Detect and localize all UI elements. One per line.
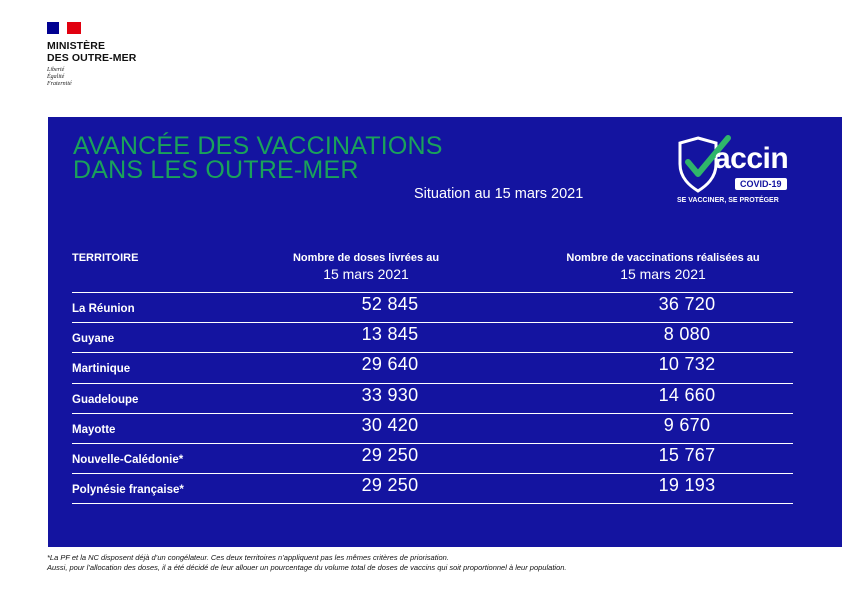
header-territory: TERRITOIRE xyxy=(72,252,139,264)
doses-value: 29 250 xyxy=(361,445,419,465)
doses-value: 30 420 xyxy=(361,415,419,435)
header-vaccinations-line2: 15 mars 2021 xyxy=(620,266,706,282)
vaccinations-value: 36 720 xyxy=(658,294,716,314)
territory-name: Polynésie française* xyxy=(72,484,184,496)
motto-line: Liberté xyxy=(47,67,65,73)
vaccinations-value: 9 670 xyxy=(663,415,711,435)
vaccination-panel xyxy=(48,117,842,547)
doses-value: 29 640 xyxy=(361,354,419,374)
table-row xyxy=(72,352,793,382)
vaccinations-value: 14 660 xyxy=(658,385,716,405)
motto-line: Fraternité xyxy=(47,81,72,87)
badge-covid-label: COVID-19 xyxy=(735,178,787,190)
territory-name: Guyane xyxy=(72,333,115,345)
ministry-name-line2: DES OUTRE-MER xyxy=(47,52,137,64)
table-row xyxy=(72,322,793,352)
header-doses-line1: Nombre de doses livrées au xyxy=(292,252,440,264)
panel-title xyxy=(73,134,443,182)
badge-tagline: SE VACCINER, SE PROTÉGER xyxy=(677,197,779,204)
table-bottom-divider xyxy=(72,503,793,504)
territory-name: Nouvelle-Calédonie* xyxy=(72,454,184,466)
footnote-line2: Aussi, pour l’allocation des doses, il a été décidé de leur allouer un pourcentage du volume total de doses de vaccins qui soit proportionnel à leur population. xyxy=(47,563,567,572)
header-vaccinations-line1: Nombre de vaccinations réalisées au xyxy=(566,252,760,264)
table-row xyxy=(72,443,793,473)
ministry-logo xyxy=(47,22,136,88)
ministry-name-line1: MINISTÈRE xyxy=(47,40,106,52)
territory-name: Guadeloupe xyxy=(72,394,139,406)
motto-line: Égalité xyxy=(47,74,65,80)
table-row xyxy=(72,383,793,413)
table-row xyxy=(72,413,793,443)
ministry-name xyxy=(47,40,136,64)
panel-title-line2: DANS LES OUTRE-MER xyxy=(73,156,359,184)
footnote xyxy=(47,553,567,573)
panel-subtitle: Situation au 15 mars 2021 xyxy=(414,186,584,202)
territory-name: Martinique xyxy=(72,363,131,375)
vaccinations-value: 19 193 xyxy=(658,475,716,495)
vaccinations-value: 8 080 xyxy=(663,324,711,344)
doses-value: 13 845 xyxy=(361,324,419,344)
territory-name: La Réunion xyxy=(72,303,135,315)
vaccin-covid-badge xyxy=(676,134,826,214)
doses-value: 52 845 xyxy=(361,294,419,314)
panel-title-line1: AVANCÉE DES VACCINATIONS xyxy=(73,132,443,160)
table-row xyxy=(72,292,793,322)
badge-word: accin xyxy=(714,142,789,175)
header-doses xyxy=(266,251,466,283)
header-doses-line2: 15 mars 2021 xyxy=(323,266,409,282)
french-flag-icon xyxy=(47,22,81,34)
doses-value: 29 250 xyxy=(361,475,419,495)
republic-motto xyxy=(47,67,136,88)
vaccinations-value: 10 732 xyxy=(658,354,716,374)
table-row xyxy=(72,473,793,503)
territory-name: Mayotte xyxy=(72,424,116,436)
footnote-line1: *La PF et la NC disposent déjà d’un congélateur. Ces deux territoires n’appliquent pas les mêmes critères de priorisation. xyxy=(47,553,449,562)
vaccinations-value: 15 767 xyxy=(658,445,716,465)
header-vaccinations xyxy=(548,251,778,283)
doses-value: 33 930 xyxy=(361,385,419,405)
